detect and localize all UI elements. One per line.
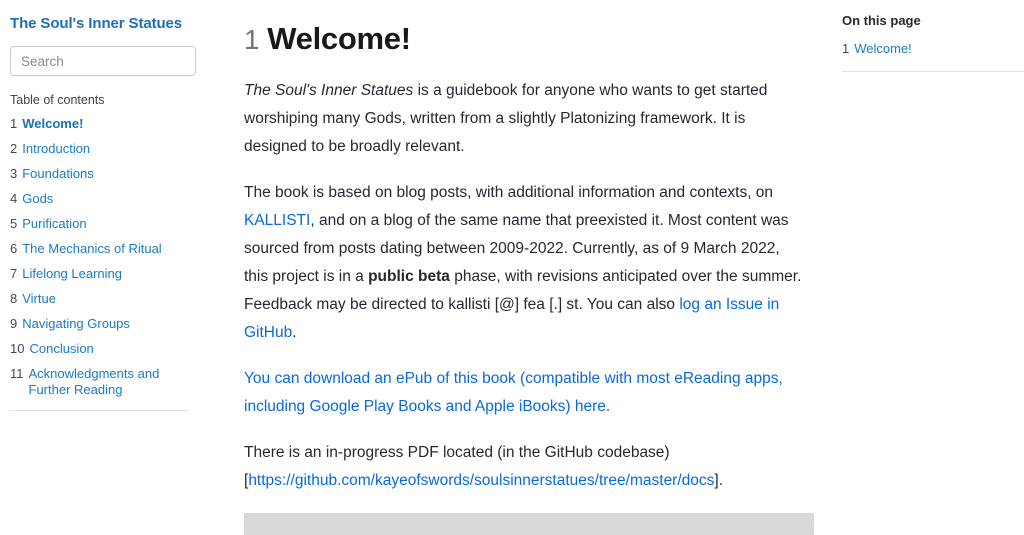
text-fragment: phase, with revisions anticipated over the summer. Feedback may be directed to kallisti [@] fea [.] st. You can also	[244, 268, 802, 313]
book-title: The Soul's Inner Statues	[244, 82, 414, 99]
toc-link[interactable]: Lifelong Learning	[22, 266, 122, 281]
paragraph-pdf	[244, 439, 802, 495]
toc-link[interactable]: Introduction	[22, 141, 91, 156]
sidebar-item-lifelong-learning[interactable]	[10, 266, 196, 282]
sidebar-item-conclusion[interactable]	[10, 341, 196, 357]
kallisti-link[interactable]: KALLISTI	[244, 212, 311, 229]
sidebar-item-virtue[interactable]	[10, 291, 196, 307]
toc-link[interactable]: Gods	[22, 191, 54, 206]
toc-link[interactable]: Purification	[22, 216, 87, 231]
toc-number: 9	[10, 316, 18, 331]
paragraph-intro-rest: is a guidebook for anyone who wants to get started worshiping many Gods, written from a slightly Platonizing framework. It is designed to be broadly relevant.	[244, 82, 768, 155]
text-fragment: , and on a blog of the same name that preexisted it. Most content was sourced from posts dating between 2009-2022. Currently, as of 9 March 2022, this project is in a	[244, 212, 789, 285]
github-issue-link[interactable]: log an Issue in GitHub	[244, 296, 780, 341]
page-title	[244, 20, 802, 59]
toc-number: 10	[10, 341, 25, 356]
public-beta-emphasis: public beta	[368, 268, 450, 285]
sidebar-divider	[10, 410, 188, 411]
toc-link[interactable]: Conclusion	[29, 341, 94, 356]
toc-link[interactable]: The Mechanics of Ritual	[22, 241, 162, 256]
table-of-contents	[10, 116, 196, 398]
paragraph-intro	[244, 77, 802, 161]
pdf-repo-link[interactable]: https://github.com/kayeofswords/soulsinnerstatues/tree/master/docs	[248, 472, 715, 489]
section-number: 1	[244, 24, 260, 55]
toc-link[interactable]: Navigating Groups	[22, 316, 130, 331]
toc-link[interactable]: Foundations	[22, 166, 94, 181]
list-item[interactable]	[842, 41, 1024, 57]
epub-download-link[interactable]: You can download an ePub of this book (compatible with most eReading apps, including Google Play Books and Apple iBooks) here.	[244, 370, 783, 415]
rail-link[interactable]: Welcome!	[854, 41, 912, 56]
sidebar	[0, 0, 212, 411]
toc-number: 1	[10, 116, 18, 131]
toc-number: 3	[10, 166, 18, 181]
sidebar-item-acknowledgments[interactable]	[10, 366, 196, 398]
toc-heading: Table of contents	[10, 93, 105, 107]
sidebar-item-navigating-groups[interactable]	[10, 316, 196, 332]
toc-number: 2	[10, 141, 18, 156]
toc-number: 5	[10, 216, 18, 231]
search-input[interactable]	[10, 46, 196, 76]
text-fragment: The book is based on blog posts, with additional information and contexts, on	[244, 184, 774, 201]
toc-number: 11	[10, 366, 24, 381]
page-title-text: Welcome!	[267, 21, 411, 56]
on-this-page-panel	[832, 0, 1024, 72]
content-image	[244, 513, 814, 535]
toc-number: 7	[10, 266, 18, 281]
text-fragment: There is an in-progress PDF located (in the GitHub codebase) [	[244, 444, 670, 489]
sidebar-item-foundations[interactable]	[10, 166, 196, 182]
toc-link[interactable]: Virtue	[22, 291, 56, 306]
sidebar-item-gods[interactable]	[10, 191, 196, 207]
sidebar-item-purification[interactable]	[10, 216, 196, 232]
text-fragment: ].	[714, 472, 724, 489]
on-this-page-title: On this page	[842, 13, 921, 28]
sidebar-item-introduction[interactable]	[10, 141, 196, 157]
rail-number: 1	[842, 41, 850, 56]
paragraph-sources	[244, 179, 802, 347]
toc-link[interactable]: Welcome!	[22, 116, 84, 131]
text-fragment: .	[292, 324, 297, 341]
sidebar-item-welcome[interactable]	[10, 116, 196, 132]
on-this-page-list	[842, 41, 1024, 57]
sidebar-item-mechanics-of-ritual[interactable]	[10, 241, 196, 257]
toc-number: 4	[10, 191, 18, 206]
toc-link[interactable]: Acknowledgments and Further Reading	[28, 366, 160, 397]
toc-number: 6	[10, 241, 18, 256]
site-title: The Soul's Inner Statues	[10, 15, 183, 32]
rail-divider	[842, 71, 1024, 72]
toc-number: 8	[10, 291, 18, 306]
paragraph-epub	[244, 365, 802, 421]
main-content	[212, 0, 832, 535]
